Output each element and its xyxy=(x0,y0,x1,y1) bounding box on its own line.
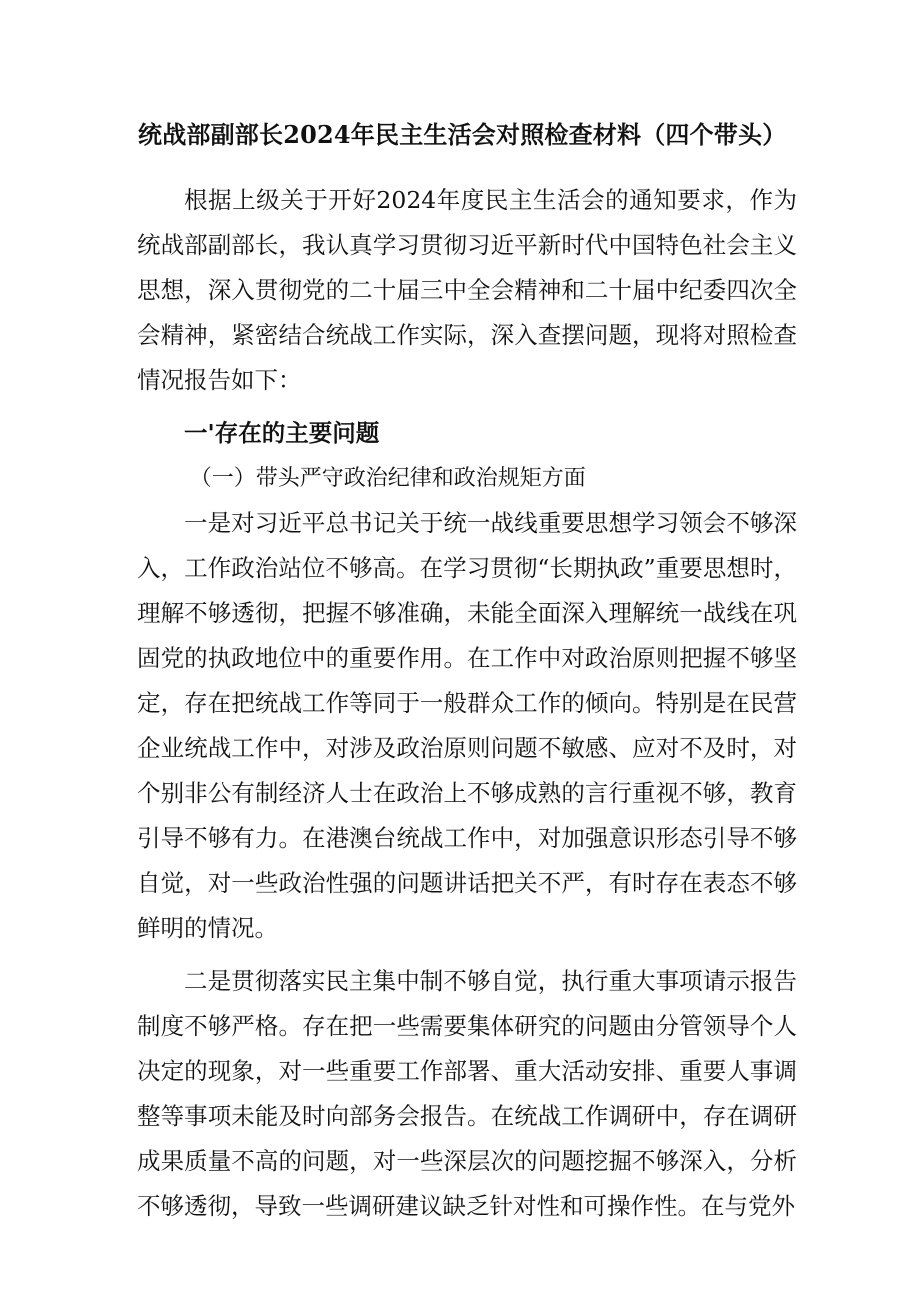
document-title: 统战部副部长2024年民主生活会对照检查材料（四个带头） xyxy=(138,120,787,149)
body-paragraph-2: 二是贯彻落实民主集中制不够自觉，执行重大事项请示报告制度不够严格。存在把一些需要集体研究的问题由分管领导个人决定的现象，对一些重要工作部署、重大活动安排、重要人事调整等事项未能及时向部务会报告。在统战工作调研中，存在调研成果质量不高的问题，对一些深层次的问题挖掘不够深入，分析不够透彻，导致一些调研建议缺乏针对性和可操作性。在与党外 xyxy=(137,967,797,1220)
document-body xyxy=(137,178,797,1229)
subsection-heading: （一）带头严守政治纪律和政治规矩方面 xyxy=(189,466,586,491)
intro-paragraph: 根据上级关于开好2024年度民主生活会的通知要求，作为统战部副部长，我认真学习贯彻习近平新时代中国特色社会主义思想，深入贯彻党的二十届三中全会精神和二十届中纪委四次全会精神，紧密结合统战工作实际，深入查摆问题，现将对照检查情况报告如下： xyxy=(137,186,797,394)
section-heading: 一'存在的主要问题 xyxy=(184,419,380,447)
body-paragraph-1: 一是对习近平总书记关于统一战线重要思想学习领会不够深入，工作政治站位不够高。在学习贯彻“长期执政”重要思想时，理解不够透彻，把握不够准确，未能全面深入理解统一战线在巩固党的执政地位中的重要作用。在工作中对政治原则把握不够坚定，存在把统战工作等同于一般群众工作的倾向。特别是在民营企业统战工作中，对涉及政治原则问题不敏感、应对不及时，对个别非公有制经济人士在政治上不够成熟的言行重视不够，教育引导不够有力。在港澳台统战工作中，对加强意识形态引导不够自觉，对一些政治性强的问题讲话把关不严，有时存在表态不够鲜明的情况。 xyxy=(137,509,797,942)
